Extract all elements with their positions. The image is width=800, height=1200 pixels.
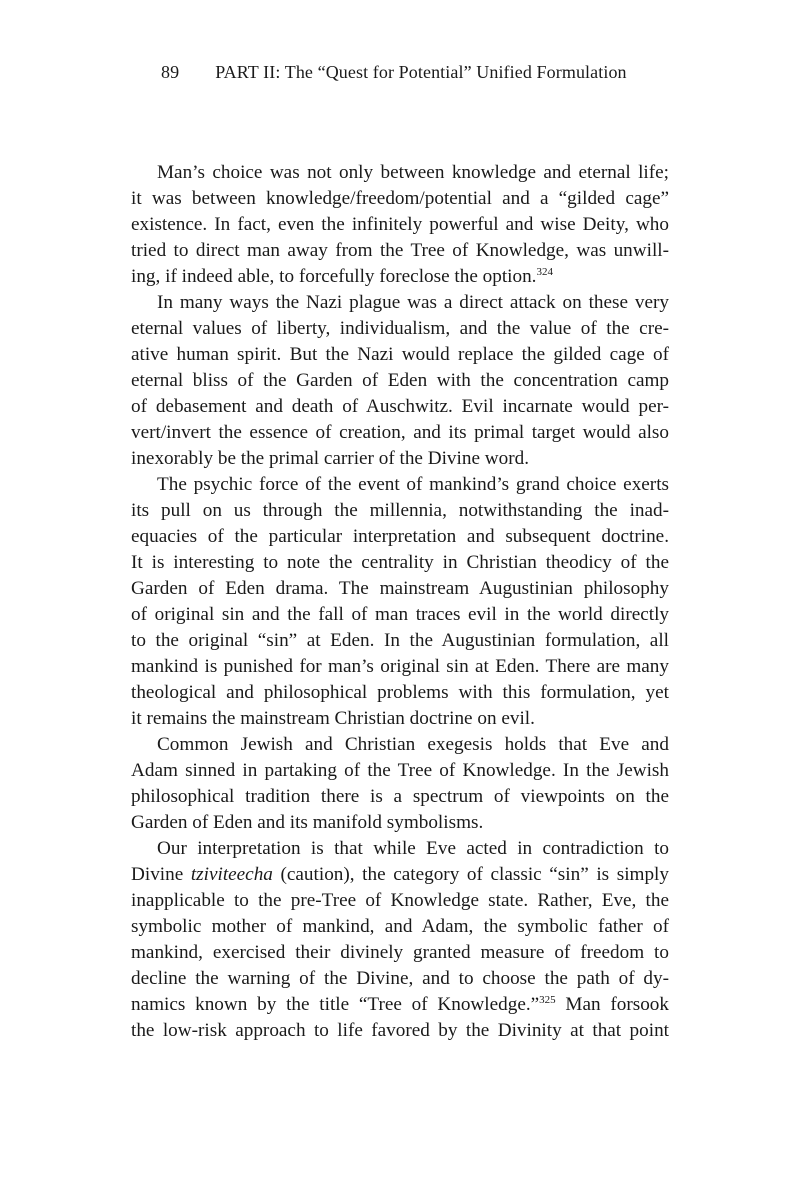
running-title: PART II: The “Quest for Potential” Unified Formulation [215,62,627,82]
paragraph [131,836,669,1044]
text-line: equacies of the particular interpretation and subsequent doctrine. [131,526,669,547]
text-line: decline the warning of the Divine, and to choose the path of dy- [131,968,669,989]
text-span: ing, if indeed able, to forcefully foreclose the option. [131,266,537,287]
text-line: it was between knowledge/freedom/potential and a “gilded cage” [131,188,669,209]
text-line: Our interpretation is that while Eve acted in contradiction to [157,838,669,859]
text-line [131,862,669,888]
text-line: vert/invert the essence of creation, and its primal target would also [131,422,669,443]
text-span: Man forsook [555,994,669,1015]
footnote-marker: 324 [536,266,553,278]
text-line: existence. In fact, even the infinitely powerful and wise Deity, who [131,214,669,235]
text-line: Man’s choice was not only between knowledge and eternal life; [157,162,669,183]
page-number: 89 [161,62,180,82]
text-line: the low-risk approach to life favored by the Divinity at that point [131,1020,669,1041]
text-line: mankind, exercised their divinely granted measure of freedom to [131,942,669,963]
text-line: Adam sinned in partaking of the Tree of Knowledge. In the Jewish [131,760,669,781]
text-line: eternal values of liberty, individualism, and the value of the cre- [131,318,669,339]
text-line: Garden of Eden drama. The mainstream Augustinian philosophy [131,578,669,599]
text-line: Garden of Eden and its manifold symbolisms. [131,812,484,833]
text-line: of debasement and death of Auschwitz. Evil incarnate would per- [131,396,669,417]
text-line: inexorably be the primal carrier of the Divine word. [131,448,529,469]
italic-term: tziviteecha [190,864,273,885]
paragraph [131,160,669,290]
text-line: ative human spirit. But the Nazi would replace the gilded cage of [131,344,669,365]
text-line: Common Jewish and Christian exegesis holds that Eve and [157,734,669,755]
text-line: to the original “sin” at Eden. In the Augustinian formulation, all [131,630,669,651]
paragraph [131,472,669,732]
text-span: (caution), the category of classic “sin” is simply [272,864,669,885]
running-header [161,62,627,83]
text-line: The psychic force of the event of mankind’s grand choice exerts [157,474,669,495]
text-line: In many ways the Nazi plague was a direct attack on these very [157,292,669,313]
text-line [131,992,669,1018]
text-line: mankind is punished for man’s original sin at Eden. There are many [131,656,669,677]
text-line: of original sin and the fall of man traces evil in the world directly [131,604,669,625]
text-line: theological and philosophical problems with this formulation, yet [131,682,669,703]
text-line: tried to direct man away from the Tree of Knowledge, was unwill- [131,240,669,261]
text-line: symbolic mother of mankind, and Adam, the symbolic father of [131,916,669,937]
text-span: Divine [131,864,191,885]
text-line: it remains the mainstream Christian doctrine on evil. [131,708,535,729]
text-span: namics known by the title “Tree of Knowledge.” [131,994,540,1015]
paragraph [131,290,669,472]
text-line: It is interesting to note the centrality in Christian theodicy of the [131,552,669,573]
footnote-marker: 325 [539,994,556,1006]
paragraph [131,732,669,836]
body-text [131,160,669,1044]
text-line: its pull on us through the millennia, notwithstanding the inad- [131,500,669,521]
text-line: inapplicable to the pre-Tree of Knowledge state. Rather, Eve, the [131,890,669,911]
text-line: philosophical tradition there is a spectrum of viewpoints on the [131,786,669,807]
text-line [131,264,669,290]
text-line: eternal bliss of the Garden of Eden with the concentration camp [131,370,669,391]
